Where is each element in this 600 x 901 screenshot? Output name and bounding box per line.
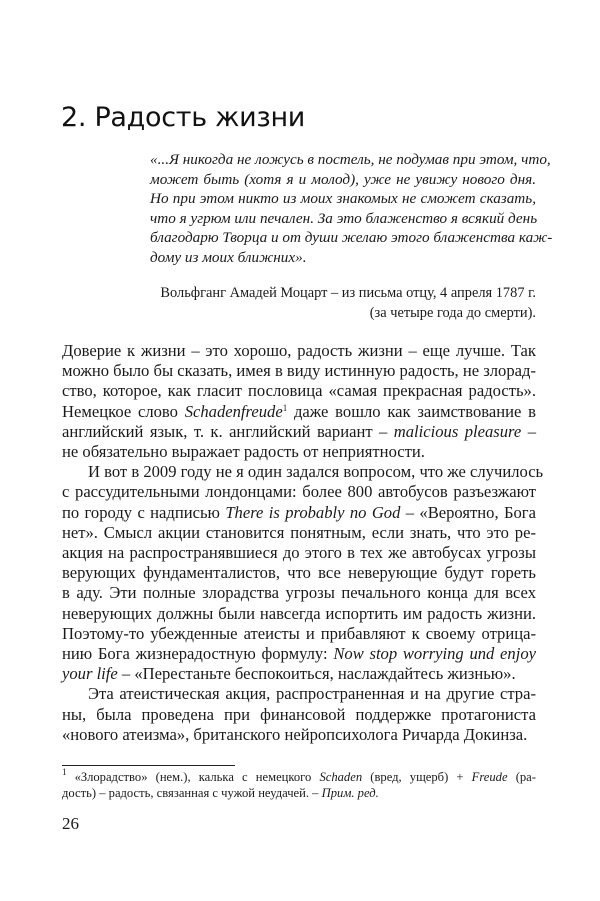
- text-segment: «Злорадство» (нем.), калька с немецкого: [66, 770, 320, 784]
- body-line: [62, 705, 536, 725]
- italic-text: your life: [62, 664, 118, 684]
- body-line: [62, 583, 536, 603]
- body-line: [62, 381, 536, 401]
- body-line: [62, 442, 536, 462]
- epigraph-line: что я угрюм или печален. За это блаженство я всякий день: [150, 209, 538, 227]
- body-line: [62, 624, 536, 644]
- body-line: [62, 644, 536, 664]
- text-segment: в аду. Эти полные злорадства угрозы печального конца для всех: [62, 583, 536, 603]
- body-line: [62, 664, 536, 684]
- body-line: [62, 523, 536, 543]
- italic-text: malicious pleasure: [393, 421, 522, 441]
- body-line: [62, 543, 536, 563]
- text-segment: Поэтому-то убежденные атеисты и прибавляют к своему отрица-: [62, 623, 536, 643]
- text-segment: (вред, ущерб) +: [362, 770, 472, 784]
- text-segment: с рассудительными лондонцами: более 800 автобусов разъезжают: [62, 482, 536, 502]
- text-segment: английский язык, т. к. английский вариант –: [62, 421, 394, 441]
- body-line: [62, 684, 536, 704]
- text-segment: дость) – радость, связанная с чужой неудачей. –: [62, 786, 322, 800]
- italic-text: Schaden: [319, 770, 363, 784]
- footnote-marker: 1: [282, 402, 288, 413]
- epigraph-line: дому из моих ближних».: [150, 248, 307, 266]
- chapter-heading: 2. Радость жизни: [61, 102, 306, 133]
- italic-text: Прим. ред.: [321, 786, 379, 800]
- footnote-divider: [62, 765, 235, 766]
- epigraph-line: «...Я никогда не ложусь в постель, не подумав при этом, что,: [150, 151, 551, 168]
- text-segment: нет». Смысл акции становится понятным, если знать, что это ре-: [62, 522, 536, 542]
- italic-text: Now stop worrying und enjoy: [333, 644, 536, 664]
- body-line: [62, 482, 536, 502]
- text-segment: «нового атеизма», британского нейропсихолога Ричарда Докинза.: [62, 724, 528, 744]
- text-segment: Эта атеистическая акция, распространенная и на другие стра-: [88, 684, 536, 704]
- text-segment: ство, которое, как гласит пословица «самая прекрасная радость».: [62, 381, 536, 401]
- text-segment: – «Вероятно, Бога: [400, 502, 536, 522]
- epigraph-line: может быть (хотя я и молод), уже не увижу нового дня.: [150, 170, 536, 188]
- text-segment: нию Бога жизнерадостную формулу:: [62, 644, 334, 664]
- body-text: [62, 341, 544, 745]
- epigraph-attribution: [150, 283, 536, 323]
- text-segment: акция на распространявшиеся до этого в тех же автобусах угрозы: [62, 543, 536, 563]
- text-segment: верующих фундаменталистов, что все неверующие будут гореть: [62, 563, 536, 583]
- attribution-line: (за четыре года до смерти).: [369, 305, 536, 321]
- text-segment: можно было бы сказать, имея в виду истинную радость, не злорад-: [62, 361, 536, 381]
- footnote-line: [62, 769, 536, 785]
- body-line: [62, 462, 544, 482]
- text-segment: И вот в 2009 году не я один задался вопросом, что же случилось: [88, 462, 544, 482]
- text-segment: Доверие к жизни – это хорошо, радость жизни – еще лучше. Так: [62, 341, 536, 360]
- text-segment: по городу с надписью: [62, 502, 226, 522]
- body-line: [62, 402, 536, 422]
- italic-text: There is probably no God: [225, 502, 401, 522]
- text-segment: – «Перестаньте беспокоиться, наслаждайтесь жизнью».: [117, 664, 516, 684]
- body-line: [62, 563, 536, 583]
- italic-text: Schadenfreude: [184, 401, 283, 421]
- page-number: 26: [62, 814, 79, 833]
- text-segment: даже вошло как заимствование в: [287, 401, 537, 421]
- footnote-line: [62, 785, 536, 801]
- text-segment: Немецкое слово: [62, 401, 185, 421]
- text-segment: –: [521, 421, 536, 441]
- text-segment: ны, была проведена при финансовой поддержке протагониста: [62, 704, 536, 724]
- text-segment: не обязательно выражает радость от неприятности.: [62, 442, 425, 462]
- epigraph-line: Но при этом никто из моих знакомых не сможет сказать,: [150, 190, 536, 208]
- epigraph-line: благодарю Творца и от души желаю этого блаженства каж-: [150, 229, 553, 247]
- text-segment: (ра-: [507, 770, 536, 784]
- footnote: [62, 769, 536, 801]
- body-line: [62, 503, 536, 523]
- body-line: [62, 725, 536, 745]
- body-line: [62, 361, 536, 381]
- body-line: [62, 341, 536, 361]
- footnote-marker: 1: [62, 767, 67, 777]
- text-segment: неверующих должны были навсегда испортить им радость жизни.: [62, 603, 536, 623]
- epigraph-quote: [150, 150, 553, 268]
- body-line: [62, 422, 536, 442]
- attribution-line: Вольфганг Амадей Моцарт – из письма отцу, 4 апреля 1787 г.: [160, 285, 536, 301]
- italic-text: Freude: [471, 770, 508, 784]
- body-line: [62, 604, 536, 624]
